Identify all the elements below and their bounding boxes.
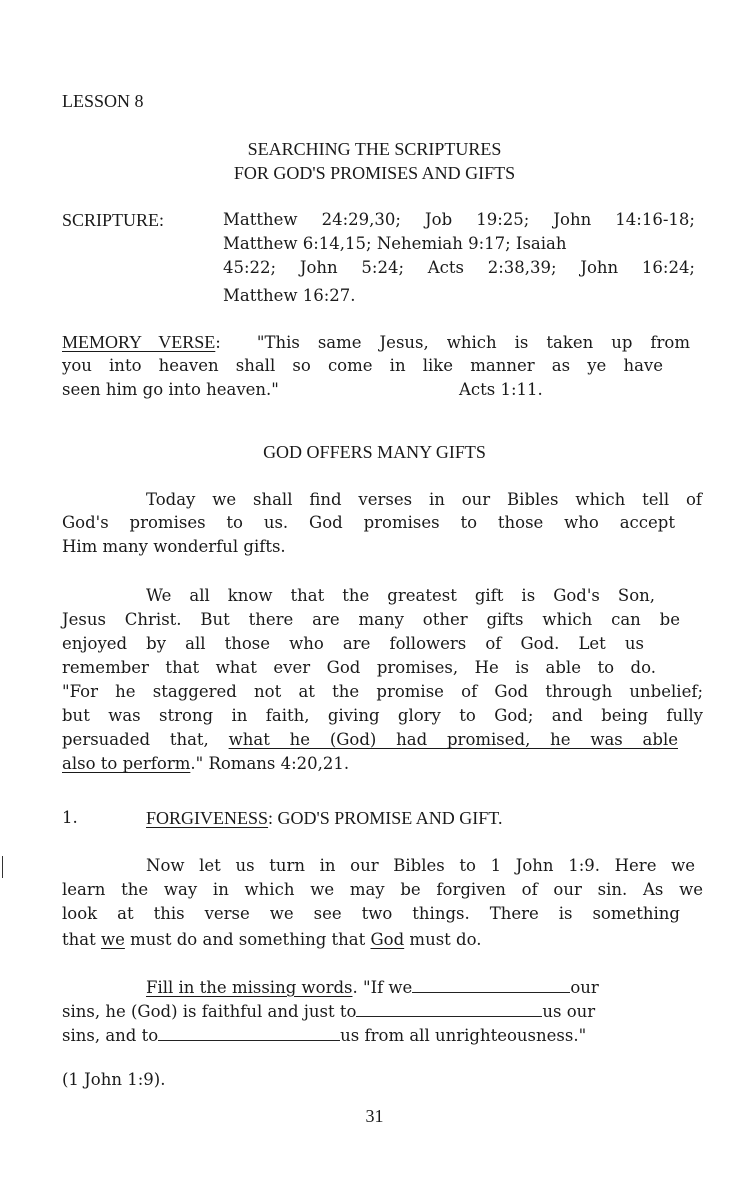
section-heading: GOD OFFERS MANY GIFTS: [263, 442, 486, 462]
lesson-number: LESSON 8: [62, 91, 144, 111]
scripture-line: 45:22; John 5:24; Acts 2:38,39; John 16:24;: [223, 258, 695, 277]
paragraph-line: "For he staggered not at the promise of God through unbelief;: [62, 682, 703, 701]
text: . "If we: [352, 978, 413, 997]
paragraph-line: look at this verse we see two things. There is something: [62, 904, 680, 923]
paragraph-line: Him many wonderful gifts.: [62, 537, 286, 556]
scripture-label: SCRIPTURE:: [62, 210, 165, 230]
memory-verse-line-2: you into heaven shall so come in like manner as ye have: [62, 356, 663, 375]
paragraph-line: Today we shall find verses in our Bibles which tell of: [146, 490, 702, 509]
fill-line-3: [62, 1025, 586, 1047]
paragraph-line: Now let us turn in our Bibles to 1 John 1:9. Here we: [146, 856, 695, 875]
text: ." Romans 4:20,21.: [190, 754, 350, 773]
text: that: [62, 930, 101, 949]
text: must do.: [404, 930, 482, 949]
scripture-line: Matthew 24:29,30; Job 19:25; John 14:16-18;: [223, 210, 695, 229]
paragraph-line: remember that what ever God promises, He is able to do.: [62, 658, 656, 677]
text: sins, he (God) is faithful and just to: [62, 1002, 357, 1021]
memory-verse-ref: Acts 1:11.: [459, 380, 543, 399]
item-heading: [146, 807, 502, 829]
blank-2[interactable]: [356, 1002, 542, 1017]
blank-3[interactable]: [158, 1026, 340, 1041]
text: persuaded that,: [62, 730, 229, 749]
paragraph-line: enjoyed by all those who are followers of God. Let us: [62, 634, 644, 653]
text: our: [570, 978, 599, 997]
title-line-1: SEARCHING THE SCRIPTURES: [247, 139, 502, 159]
fill-reference: (1 John 1:9).: [62, 1070, 166, 1089]
item-label: FORGIVENESS: [146, 808, 269, 828]
scripture-line: Matthew 16:27.: [223, 286, 356, 305]
colon: :: [215, 333, 221, 352]
fill-instruction: Fill in the missing words: [146, 978, 353, 997]
memory-verse-line-1: [62, 331, 690, 354]
text: sins, and to: [62, 1026, 159, 1045]
title-line-2: FOR GOD'S PROMISES AND GIFTS: [233, 163, 516, 183]
memory-verse-label: MEMORY VERSE: [62, 332, 216, 352]
paragraph-line: [62, 929, 482, 951]
scan-edge-mark: [0, 856, 3, 878]
emphasis-god: God: [370, 930, 405, 949]
fill-line-1: [146, 977, 599, 999]
fill-line-2: [62, 1001, 595, 1023]
text: must do and something that: [124, 930, 371, 949]
paragraph-line: Jesus Christ. But there are many other gifts which can be: [62, 610, 680, 629]
memory-verse-text: "This same Jesus, which is taken up from: [256, 333, 691, 352]
page-number: 31: [365, 1106, 384, 1126]
scripture-line: Matthew 6:14,15; Nehemiah 9:17; Isaiah: [223, 234, 567, 253]
item-number: 1.: [62, 808, 78, 827]
paragraph-line: learn the way in which we may be forgiven of our sin. As we: [62, 880, 703, 899]
memory-verse-line-3: seen him go into heaven.": [62, 380, 279, 399]
paragraph-line: [62, 729, 678, 751]
text: us from all unrighteousness.": [340, 1026, 587, 1045]
blank-1[interactable]: [412, 978, 570, 993]
item-rest: : GOD'S PROMISE AND GIFT.: [268, 808, 503, 828]
paragraph-line: but was strong in faith, giving glory to God; and being fully: [62, 706, 703, 725]
underlined-text: what he (God) had promised, he was able: [228, 730, 678, 749]
text: us our: [542, 1002, 596, 1021]
paragraph-line: God's promises to us. God promises to those who accept: [62, 513, 675, 532]
paragraph-line: [62, 753, 349, 775]
paragraph-line: We all know that the greatest gift is God's Son,: [146, 586, 655, 605]
underlined-text: also to perform: [62, 754, 191, 773]
emphasis-we: we: [100, 930, 125, 949]
